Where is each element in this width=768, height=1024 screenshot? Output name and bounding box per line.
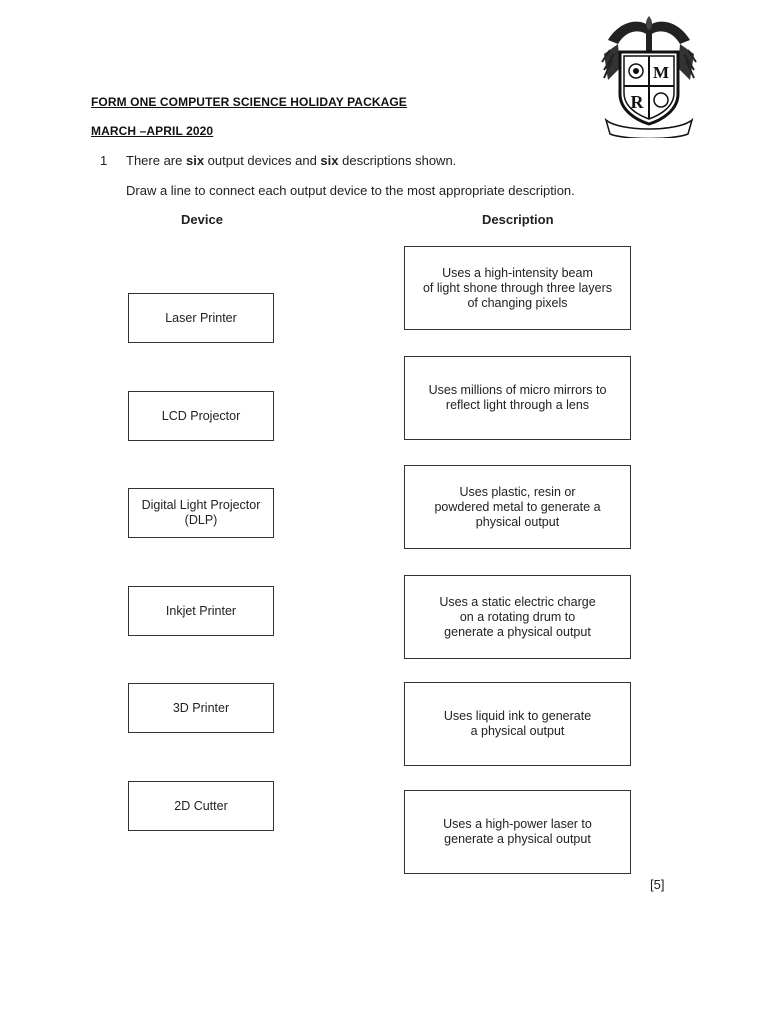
device-label: Laser Printer — [165, 310, 237, 325]
description-text: Uses millions of micro mirrors to reflect light through a lens — [428, 383, 607, 412]
document-title: FORM ONE COMPUTER SCIENCE HOLIDAY PACKAGE — [91, 95, 407, 109]
description-box[interactable] — [404, 465, 631, 549]
school-crest-icon — [600, 10, 698, 138]
document-date: MARCH –APRIL 2020 — [91, 124, 214, 138]
question-intro — [126, 153, 456, 168]
description-column-heading: Description — [482, 212, 554, 227]
question-number: 1 — [100, 153, 108, 168]
intro-bold-count-1: six — [185, 153, 205, 168]
intro-bold-count-2: six — [320, 153, 339, 168]
description-box[interactable] — [404, 575, 631, 659]
device-box[interactable] — [128, 683, 274, 733]
device-box[interactable] — [128, 781, 274, 831]
device-label: LCD Projector — [161, 408, 241, 423]
device-label: Digital Light Projector (DLP) — [141, 498, 261, 527]
device-label: 2D Cutter — [174, 798, 228, 813]
description-text: Uses a static electric charge on a rotating drum to generate a physical output — [439, 594, 596, 639]
description-box[interactable] — [404, 790, 631, 874]
device-label: 3D Printer — [172, 700, 230, 715]
description-text: Uses a high-power laser to generate a physical output — [443, 817, 592, 846]
device-box[interactable] — [128, 391, 274, 441]
device-column-heading: Device — [181, 212, 223, 227]
description-text: Uses liquid ink to generate a physical output — [443, 709, 592, 738]
intro-text-middle: output devices and — [204, 153, 321, 168]
svg-text:M: M — [652, 63, 670, 82]
marks-indicator: [5] — [650, 877, 665, 892]
description-text: Uses plastic, resin or powdered metal to generate a physical output — [434, 484, 601, 529]
description-text: Uses a high-intensity beam of light shone through three layers of changing pixels — [422, 265, 612, 310]
description-box[interactable] — [404, 682, 631, 766]
device-box[interactable] — [128, 488, 274, 538]
device-box[interactable] — [128, 293, 274, 343]
question-instruction: Draw a line to connect each output device to the most appropriate description. — [126, 183, 575, 198]
intro-text-start: There are — [126, 153, 186, 168]
svg-text:R: R — [630, 92, 644, 112]
intro-text-end: descriptions shown. — [338, 153, 457, 168]
device-label: Inkjet Printer — [165, 603, 237, 618]
description-box[interactable] — [404, 356, 631, 440]
description-box[interactable] — [404, 246, 631, 330]
device-box[interactable] — [128, 586, 274, 636]
